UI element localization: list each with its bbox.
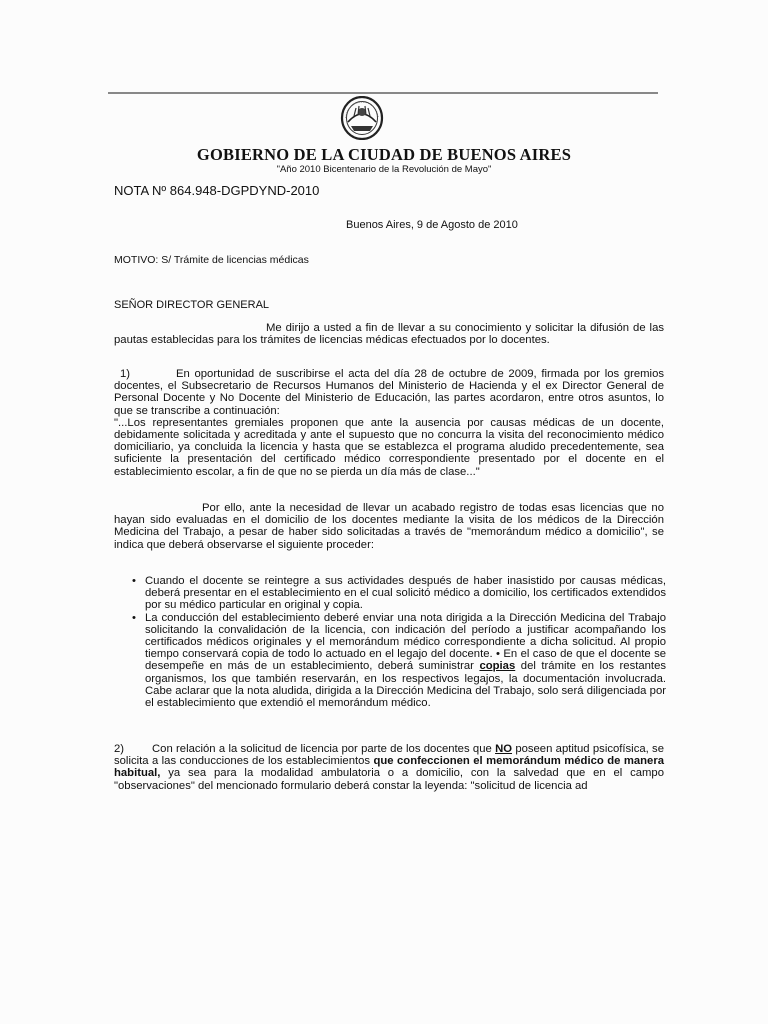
list-item xyxy=(114,575,666,612)
header-title: GOBIERNO DE LA CIUDAD DE BUENOS AIRES xyxy=(196,145,572,164)
nota-number: NOTA Nº 864.948-DGPDYND-2010 xyxy=(114,183,320,198)
section-1-paragraph xyxy=(114,368,664,417)
list-item-text: La conducción del establecimiento deberé enviar una nota dirigida a la Dirección Medicina del Trabajo solicitando la convalidación de la licencia, con indicación del período a justificar acompañando los certificados médicos originales y el memorándum médico correspondiente a dicha solicitud. Al propio tiempo conservará copia de todo lo actuado en el legajo del docente. • En el caso de que el docente se desempeñe en más de un establecimiento, deberá suministrar xyxy=(145,611,666,673)
motivo-line: MOTIVO: S/ Trámite de licencias médicas xyxy=(114,254,309,266)
section-2-text-b: poseen aptitud psicofísica, se solicita a las conducciones de los establecimientos xyxy=(114,743,664,768)
header-divider xyxy=(108,92,658,94)
intro-paragraph xyxy=(114,322,664,346)
header-subtitle: "Año 2010 Bicentenario de la Revolución de Mayo" xyxy=(276,164,492,175)
por-ello-text: Por ello, ante la necesidad de llevar un acabado registro de todas esas licencias que no hayan sido evaluadas en el domicilio de los docentes mediante la visita de los médicos de la Dirección Medicina del Trabajo, a pesar de haber sido solicitadas a través de "memorándum médico a domicilio", se indica que deberá observarse el siguiente proceder: xyxy=(114,502,664,551)
section-2-bold-text: que confeccionen el memorándum médico de manera habitual, xyxy=(114,755,665,780)
copias-emphasis: copias xyxy=(479,660,516,673)
bullet-marker: • xyxy=(132,611,136,624)
section-1-text: En oportunidad de suscribirse el acta del día 28 de octubre de 2009, firmada por los gremios docentes, el Subsecretario de Recursos Humanos del Ministerio de Hacienda y el ex Director General de Personal Docente y No Docente del Ministerio de Educación, las partes acordaron, entre otros asuntos, lo que se transcribe a continuación: xyxy=(114,368,664,417)
list-item-text-cont: del trámite en los restantes organismos, los que también reservarán, en los respectivos legajos, la documentación involucrada. Cabe aclarar que la nota aludida, dirigida a la Dirección Medicina del Trabajo, solo será diligenciada por el establecimiento que extendió el memorándum médico. xyxy=(145,660,667,710)
section-2-text-d: ya sea para la modalidad ambulatoria o a domicilio, con la salvedad que en el campo "observaciones" del mencionado formulario deberá constar la leyenda: "solicitud de licencia ad xyxy=(114,767,665,792)
list-item xyxy=(114,612,666,710)
document-date: Buenos Aires, 9 de Agosto de 2010 xyxy=(346,219,518,231)
por-ello-paragraph xyxy=(114,502,664,551)
section-2-paragraph xyxy=(114,743,664,792)
section-1-number: 1) xyxy=(120,368,131,380)
section-1 xyxy=(114,368,664,478)
bullet-marker: • xyxy=(132,575,136,587)
section-2-number: 2) xyxy=(114,743,125,755)
section-2 xyxy=(114,743,664,792)
salutation: SEÑOR DIRECTOR GENERAL xyxy=(114,299,270,311)
city-seal-icon xyxy=(340,96,384,140)
procedure-list xyxy=(114,575,666,709)
no-emphasis: NO xyxy=(495,743,513,755)
section-2-text-a: Con relación a la solicitud de licencia por parte de los docentes que xyxy=(152,743,492,755)
list-item-text: Cuando el docente se reintegre a sus actividades después de haber inasistido por causas médicas, deberá presentar en el establecimiento en el cual solicitó médico a domicilio, los certificados extendidos por su médico particular en original y copia. xyxy=(145,575,666,612)
intro-text: Me dirijo a usted a fin de llevar a su conocimiento y solicitar la difusión de las pautas establecidas para los trámites de licencias médicas efectuados por lo docentes. xyxy=(114,322,664,347)
section-1-quote: "...Los representantes gremiales proponen que ante la ausencia por causas médicas de un docente, debidamente solicitada y acreditada y ante el supuesto que no concurra la visita del reconocimiento médico domiciliario, ya concluida la licencia y hasta que se establezca el programa aludido precedentemente, sea suficiente la presentación del certificado médico correspondiente presentado por el docente en el establecimiento escolar, a fin de que no se pierda un día más de clase..." xyxy=(114,416,664,478)
